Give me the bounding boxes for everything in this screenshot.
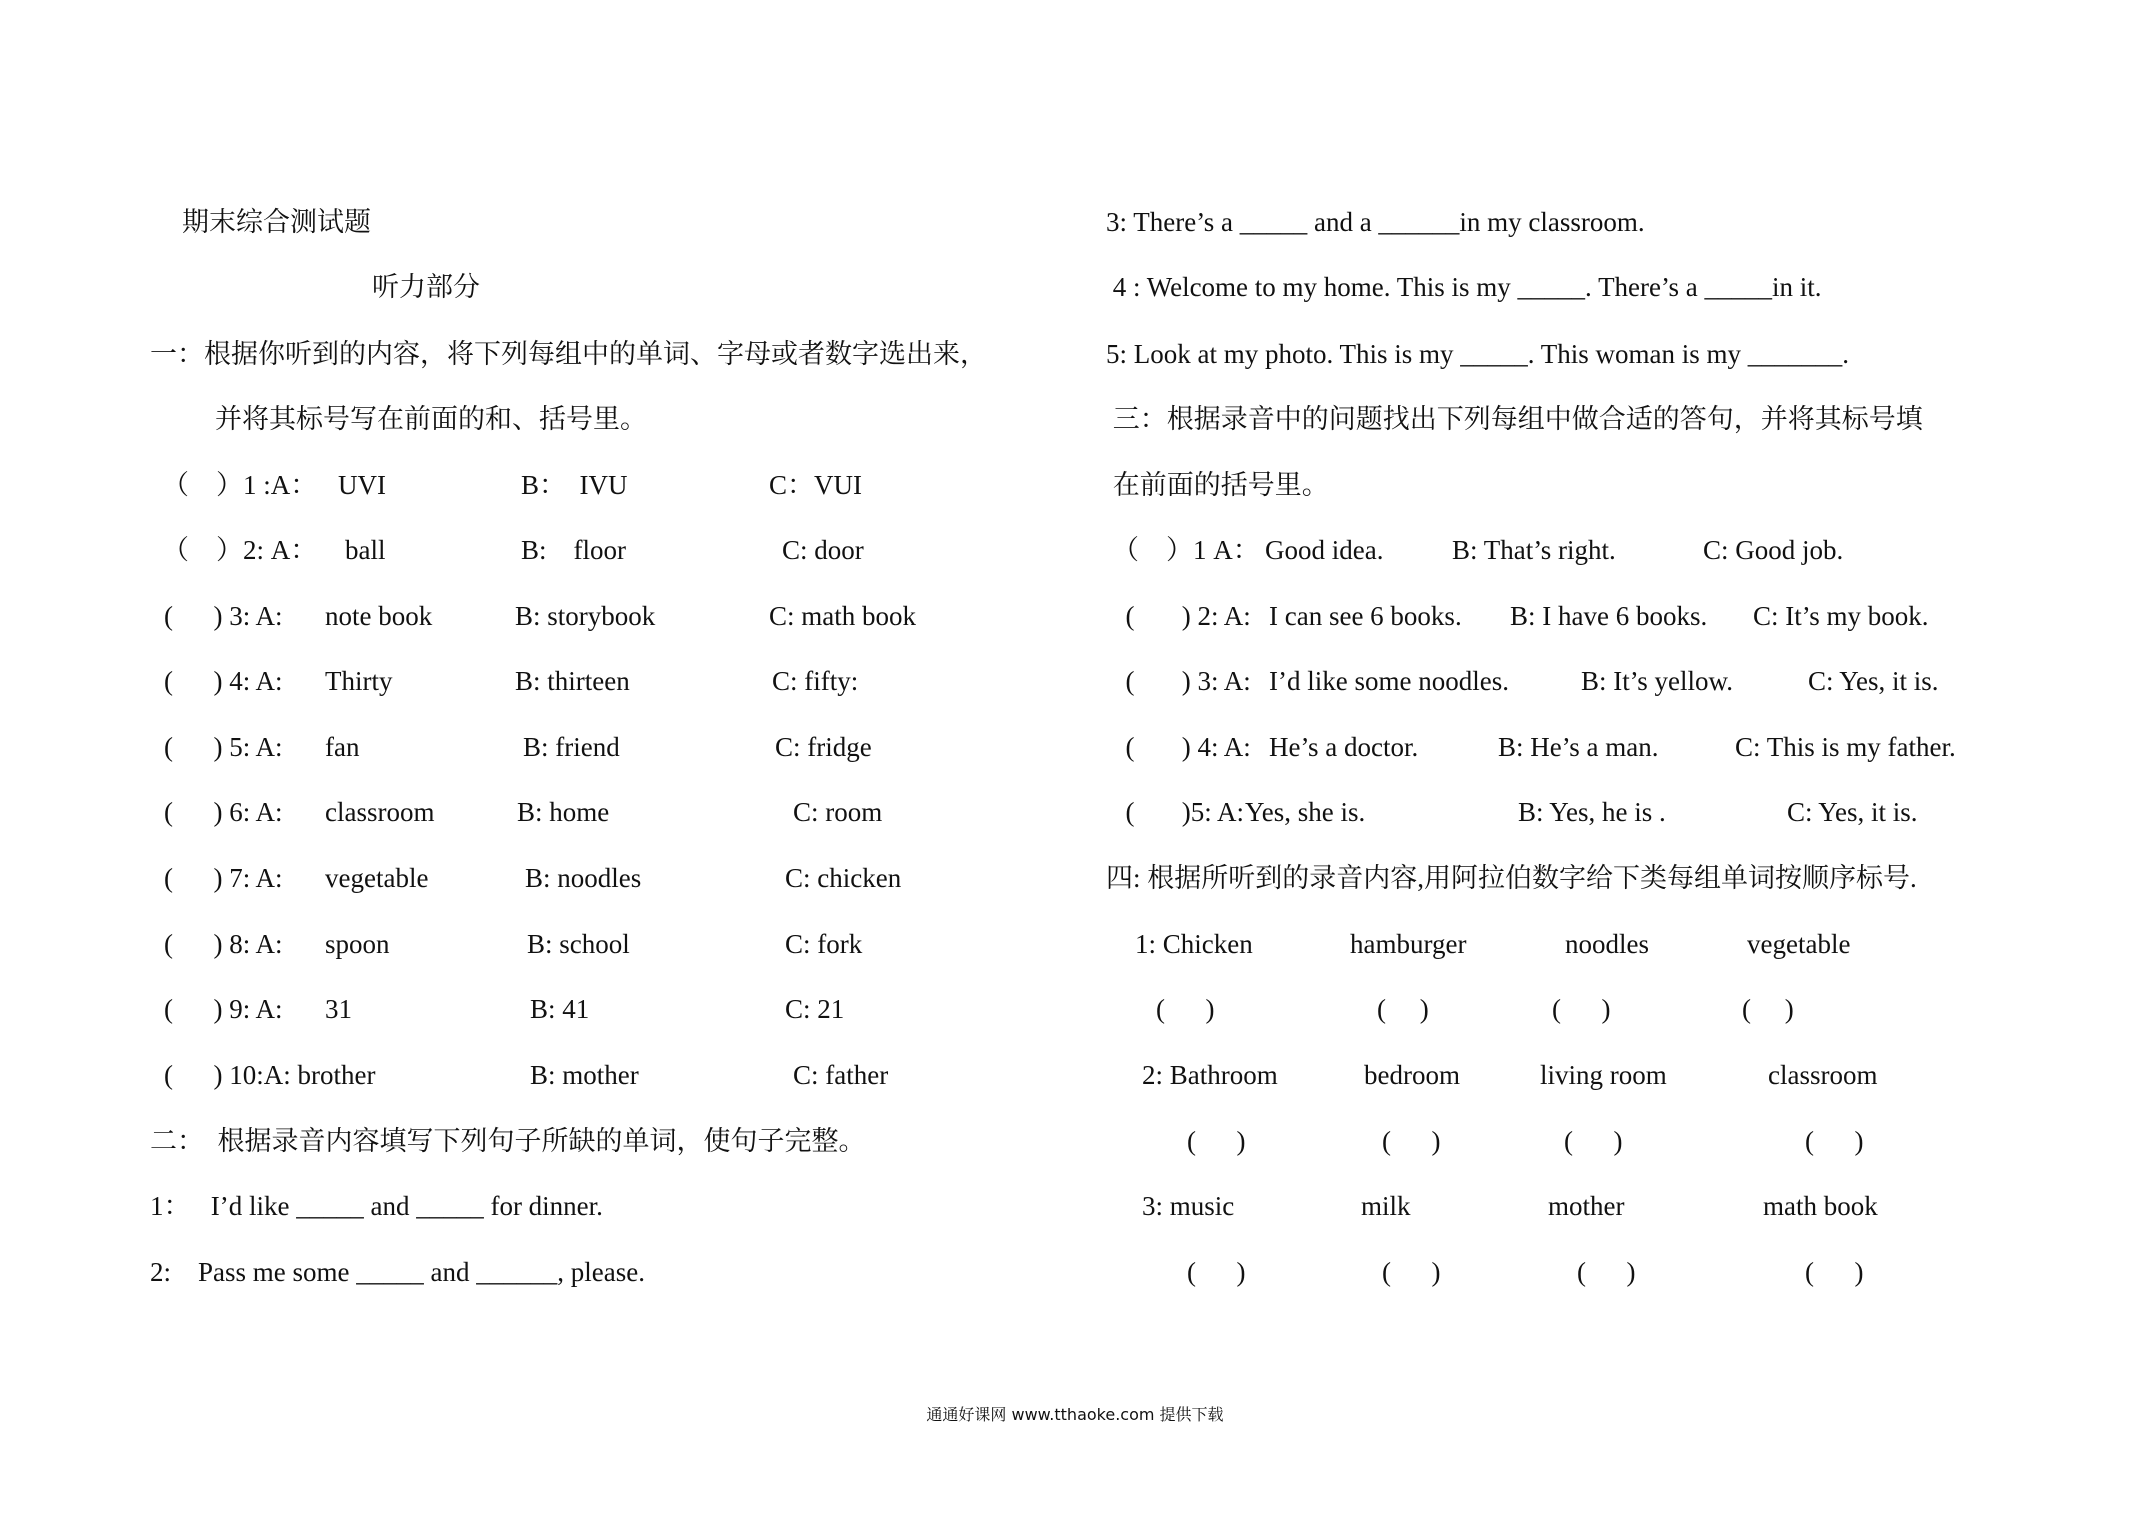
sec4-g3-blank-1: ( ) xyxy=(1187,1257,1246,1287)
sec2-sentence-2: 2: Pass me some _____ and ______, please. xyxy=(150,1257,645,1287)
sec4-g2-word-1: 2: Bathroom xyxy=(1142,1060,1278,1090)
sec1-heading-line2: 并将其标号写在前面的和、括号里。 xyxy=(215,404,647,434)
sec1-row-7-num: ( ) 7: A: xyxy=(164,863,283,893)
sec3-heading-line2: 在前面的括号里。 xyxy=(1106,470,1329,500)
sec4-g1-word-2: hamburger xyxy=(1350,929,1467,959)
sec1-row-9-b: B: 41 xyxy=(530,994,590,1024)
sec1-row-8-num: ( ) 8: A: xyxy=(164,929,283,959)
footer-credit: 通通好课网 www.tthaoke.com 提供下载 xyxy=(926,1405,1224,1424)
sec1-row-4-c: C: fifty: xyxy=(772,666,859,696)
sec3-row-3-num: ( ) 3: A: xyxy=(1112,666,1251,696)
sec1-row-4-b: B: thirteen xyxy=(515,666,630,696)
sec1-row-3-c: C: math book xyxy=(769,601,916,631)
sec1-row-9-num: ( ) 9: A: xyxy=(164,994,283,1024)
sec4-g3-word-3: mother xyxy=(1548,1191,1625,1221)
sec3-row-1-b: B: That’s right. xyxy=(1452,535,1616,565)
sec3-row-2-num: ( ) 2: A: xyxy=(1112,601,1251,631)
sec3-row-4-a: He’s a doctor. xyxy=(1269,732,1419,762)
sec3-row-4-num: ( ) 4: A: xyxy=(1112,732,1251,762)
sec1-row-10-num: ( ) 10:A: brother xyxy=(164,1060,376,1090)
sec1-row-5-c: C: fridge xyxy=(775,732,872,762)
sec4-g1-word-1: 1: Chicken xyxy=(1135,929,1253,959)
sec4-g3-blank-2: ( ) xyxy=(1382,1257,1441,1287)
sec1-row-1-b: B： IVU xyxy=(521,470,628,500)
sec4-g3-word-1: 3: music xyxy=(1142,1191,1235,1221)
sec1-row-1-num: （ ）1 :A： xyxy=(162,470,318,500)
sec1-row-10-b: B: mother xyxy=(530,1060,639,1090)
sec4-g3-word-4: math book xyxy=(1763,1191,1878,1221)
sec3-row-4-b: B: He’s a man. xyxy=(1498,732,1659,762)
sec1-row-4-a: Thirty xyxy=(325,666,393,696)
sec3-row-3-b: B: It’s yellow. xyxy=(1581,666,1733,696)
sec2-sentence-3: 3: There’s a _____ and a ______in my classroom. xyxy=(1106,207,1645,237)
sec1-row-7-c: C: chicken xyxy=(785,863,902,893)
sec1-row-1-c: C：VUI xyxy=(769,470,862,500)
sec3-row-3-c: C: Yes, it is. xyxy=(1808,666,1939,696)
sec1-row-8-b: B: school xyxy=(527,929,630,959)
sec2-sentence-1: 1： I’d like _____ and _____ for dinner. xyxy=(150,1191,603,1221)
sec3-row-5-a: Yes, she is. xyxy=(1245,797,1366,827)
sec3-row-2-a: I can see 6 books. xyxy=(1269,601,1462,631)
sec3-row-1-c: C: Good job. xyxy=(1703,535,1844,565)
sec1-row-2-a: ball xyxy=(345,535,386,565)
sec1-row-4-num: ( ) 4: A: xyxy=(164,666,283,696)
sec4-g2-word-3: living room xyxy=(1540,1060,1667,1090)
sec4-heading: 四: 根据所听到的录音内容,用阿拉伯数字给下类每组单词按顺序标号. xyxy=(1106,863,1917,893)
sec4-g2-blank-4: ( ) xyxy=(1805,1126,1864,1156)
sec1-row-8-a: spoon xyxy=(325,929,390,959)
sec1-row-3-a: note book xyxy=(325,601,433,631)
sec1-row-2-c: C: door xyxy=(782,535,864,565)
sec1-row-5-num: ( ) 5: A: xyxy=(164,732,283,762)
sec4-g1-word-4: vegetable xyxy=(1747,929,1851,959)
sec4-g3-blank-4: ( ) xyxy=(1805,1257,1864,1287)
exam-title: 期末综合测试题 xyxy=(182,207,371,237)
sec1-row-3-num: ( ) 3: A: xyxy=(164,601,283,631)
sec1-heading-line1: 一：根据你听到的内容，将下列每组中的单词、字母或者数字选出来， xyxy=(150,339,987,369)
sec1-row-5-b: B: friend xyxy=(523,732,620,762)
sec1-row-3-b: B: storybook xyxy=(515,601,656,631)
sec4-g1-blank-4: ( ) xyxy=(1742,994,1794,1024)
sec1-row-9-a: 31 xyxy=(325,994,352,1024)
sec1-row-5-a: fan xyxy=(325,732,360,762)
sec1-row-6-a: classroom xyxy=(325,797,435,827)
sec2-sentence-4: 4 : Welcome to my home. This is my _____. There’s a _____in it. xyxy=(1106,272,1822,302)
sec4-g2-word-4: classroom xyxy=(1768,1060,1878,1090)
sec1-row-6-c: C: room xyxy=(793,797,883,827)
sec1-row-2-num: （ ）2: A： xyxy=(162,535,318,565)
sec3-row-5-num: ( )5: A: xyxy=(1112,797,1244,827)
sec1-row-7-a: vegetable xyxy=(325,863,429,893)
sec4-g1-blank-1: ( ) xyxy=(1156,994,1215,1024)
sec4-g1-blank-2: ( ) xyxy=(1377,994,1429,1024)
sec3-row-3-a: I’d like some noodles. xyxy=(1269,666,1509,696)
sec3-row-2-c: C: It’s my book. xyxy=(1753,601,1929,631)
sec2-heading: 二： 根据录音内容填写下列句子所缺的单词，使句子完整。 xyxy=(150,1126,866,1156)
sec3-row-2-b: B: I have 6 books. xyxy=(1510,601,1708,631)
sec4-g2-blank-3: ( ) xyxy=(1564,1126,1623,1156)
sec1-row-8-c: C: fork xyxy=(785,929,863,959)
sec3-heading-line1: 三：根据录音中的问题找出下列每组中做合适的答句，并将其标号填 xyxy=(1106,404,1923,434)
sec3-row-5-b: B: Yes, he is . xyxy=(1518,797,1666,827)
sec3-row-4-c: C: This is my father. xyxy=(1735,732,1956,762)
sec4-g2-word-2: bedroom xyxy=(1364,1060,1460,1090)
sec1-row-10-c: C: father xyxy=(793,1060,889,1090)
sec4-g2-blank-1: ( ) xyxy=(1187,1126,1246,1156)
sec4-g3-blank-3: ( ) xyxy=(1577,1257,1636,1287)
sec3-row-5-c: C: Yes, it is. xyxy=(1787,797,1918,827)
sec1-row-7-b: B: noodles xyxy=(525,863,642,893)
sec1-row-9-c: C: 21 xyxy=(785,994,845,1024)
sec4-g2-blank-2: ( ) xyxy=(1382,1126,1441,1156)
sec4-g1-word-3: noodles xyxy=(1565,929,1649,959)
sec1-row-6-b: B: home xyxy=(517,797,610,827)
sec3-row-1-a: Good idea. xyxy=(1265,535,1384,565)
section-subtitle: 听力部分 xyxy=(372,272,480,302)
sec1-row-6-num: ( ) 6: A: xyxy=(164,797,283,827)
sec3-row-1-num: （ ）1 A： xyxy=(1112,535,1260,565)
sec2-sentence-5: 5: Look at my photo. This is my _____. This woman is my _______. xyxy=(1106,339,1850,369)
sec1-row-1-a: UVI xyxy=(338,470,386,500)
sec4-g3-word-2: milk xyxy=(1361,1191,1411,1221)
sec1-row-2-b: B: floor xyxy=(521,535,626,565)
sec4-g1-blank-3: ( ) xyxy=(1552,994,1611,1024)
